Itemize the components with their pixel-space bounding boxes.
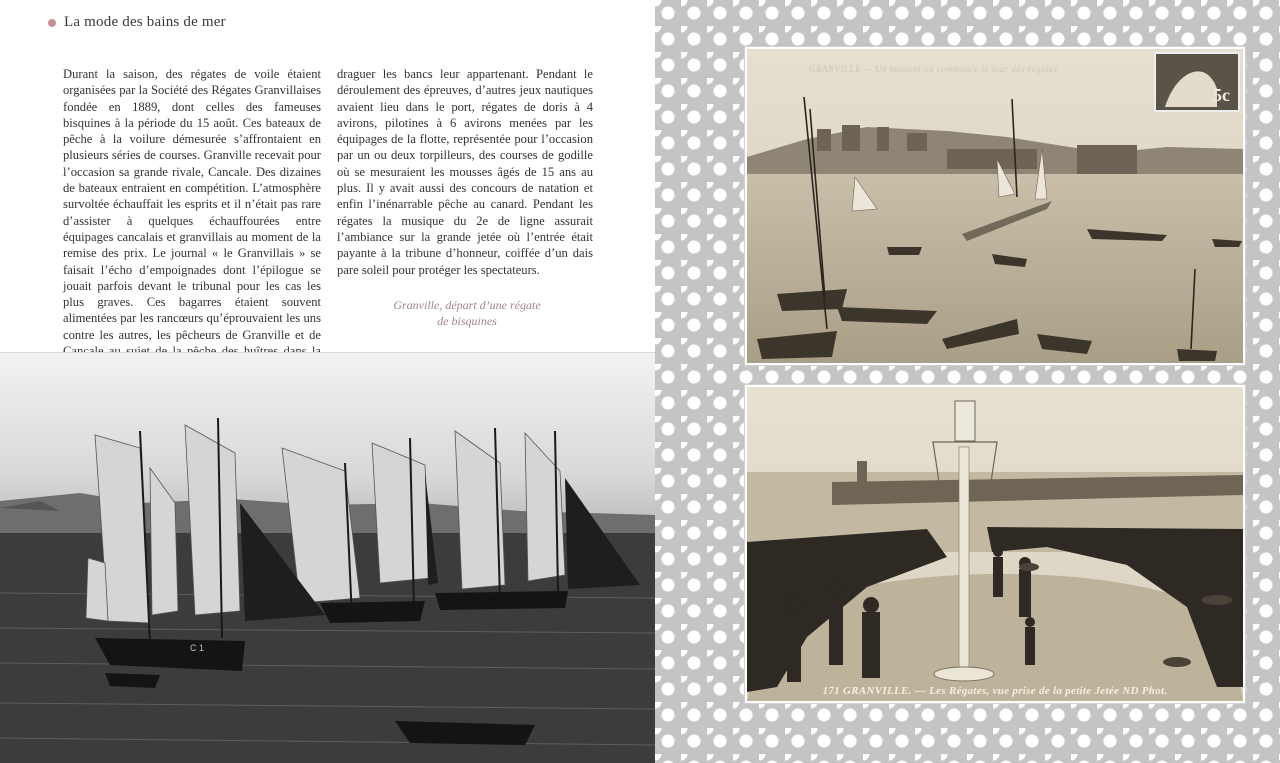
running-title: La mode des bains de mer xyxy=(64,14,226,30)
body-text-column-2: draguer les bancs leur appartenant. Pendant le déroulement des épreuves, d’autres jeux nautiques avaient lieu dans le port, régates de doris à 4 avirons, pilotines à 6 avirons menées par les équipages de la flotte, représentée pour l’occasion par un ou deux torpilleurs, des courses de godille où se mesuraient les mousses âgés de 15 ans au plus. Il y avait aussi des concours de natation et enfin l’inénarrable pêche au canard. Pendant les régates la musique du 2e de ligne assurait l’ambiance sur la grande jetée où l’entrée était payante à la tribune d’honneur, coiffée d’un dais pare soleil pour protéger les spectateurs. xyxy=(337,67,593,277)
postcard-2-caption: 171 GRANVILLE. — Les Régates, vue prise de la petite Jetée ND Phot. xyxy=(822,685,1168,697)
bisquines-regatta-illustration xyxy=(0,353,655,763)
postcard-harbour-regatta xyxy=(745,47,1245,365)
body-text-column-1: Durant la saison, des régates de voile étaient organisées par la Société des Régates Granvillaises fondée en 1889, dont celles des fameuses bisquines à la période du 15 août. Ces bateaux de pêche à la voilure démesurée s’affrontaient en plusieurs séries de courses. Granville recevait pour l’occasion sa grande rivale, Cancale. Des dizaines de bateaux entraient en compétition. L’atmosphère survoltée échauffait les esprits et il n’était pas rare d’assister à quelques échauffourées entre équipages cancalais et granvillais au moment de la remise des prix. Le journal « le Granvillais » se faisait l’écho d’empoignades dont l’épilogue se jouait parfois devant le tribunal pour les cas les plus graves. Ces bagarres étaient souvent alimentées par les rancœurs qu’éprouvaient les uns contre les autres, les pêcheurs de Granville et de xyxy=(63,67,321,342)
caption-line-1: Granville, départ d’une régate xyxy=(393,298,541,312)
jetty-spectators-illustration xyxy=(747,387,1243,701)
postcard-1-header: GRANVILLE — Un moment où commence le jour des régates xyxy=(809,64,1058,74)
stamp-value: 5c xyxy=(1213,85,1230,105)
bisquines-regatta-photo xyxy=(0,353,655,763)
photo-caption xyxy=(392,297,542,329)
boat-number-label: C 1 xyxy=(190,643,205,653)
caption-line-2: de bisquines xyxy=(437,314,497,328)
harbour-regatta-illustration xyxy=(747,49,1243,363)
postcard-jetty-regatta xyxy=(745,385,1245,703)
running-head xyxy=(48,14,226,31)
bullet-dot-icon xyxy=(48,19,56,27)
